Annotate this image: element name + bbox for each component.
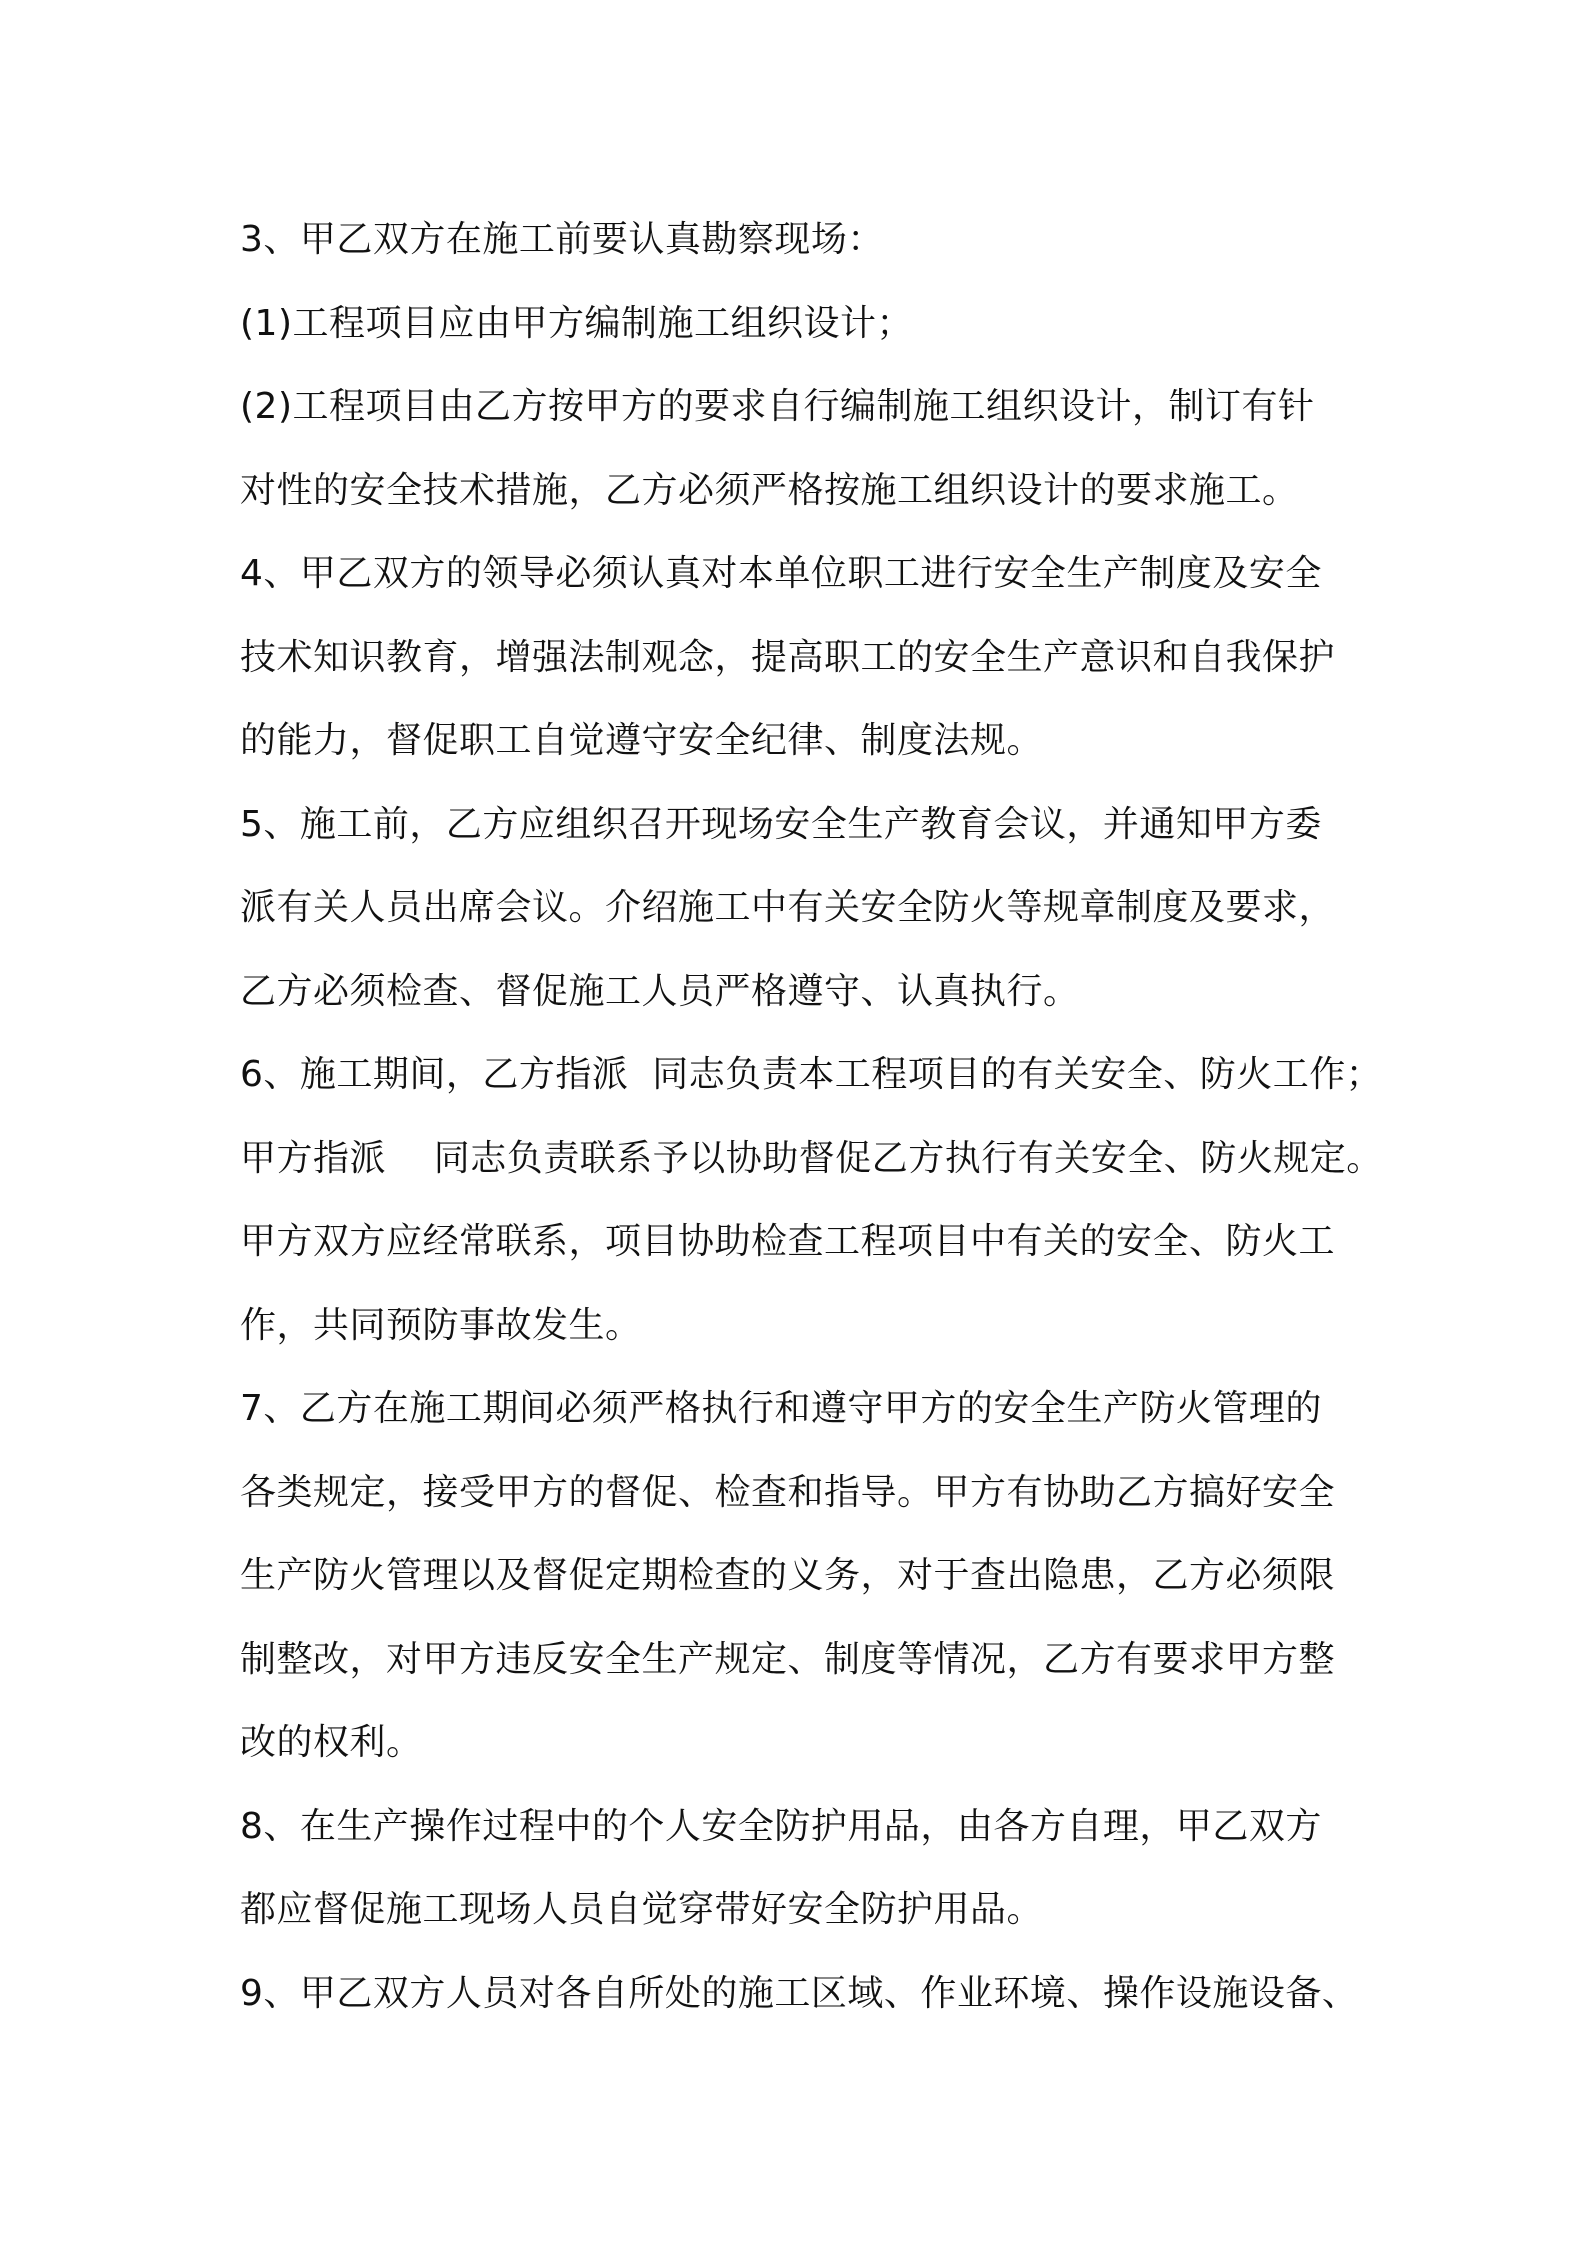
text-line: 甲方双方应经常联系，项目协助检查工程项目中有关的安全、防火工 <box>240 1221 1336 1262</box>
text-line: 9、甲乙双方人员对各自所处的施工区域、作业环境、操作设施设备、 <box>240 1972 1359 2014</box>
text-line: 各类规定，接受甲方的督促、检查和指导。甲方有协助乙方搞好安全 <box>240 1471 1336 1513</box>
text-line: 8、在生产操作过程中的个人安全防护用品，由各方自理，甲乙双方 <box>240 1805 1322 1847</box>
text-line: 4、甲乙双方的领导必须认真对本单位职工进行安全生产制度及安全 <box>240 553 1322 594</box>
text-line: 3、甲乙双方在施工前要认真勘察现场： <box>240 219 884 260</box>
text-line: 7、乙方在施工期间必须严格执行和遵守甲方的安全生产防火管理的 <box>240 1388 1322 1429</box>
text-line: 甲方指派 同志负责联系予以协助督促乙方执行有关安全、防火规定。 <box>240 1137 1383 1179</box>
text-line: 6、施工期间，乙方指派 同志负责本工程项目的有关安全、防火工作； <box>240 1054 1383 1095</box>
text-line: 乙方必须检查、督促施工人员严格遵守、认真执行。 <box>240 970 1080 1012</box>
text-line: 对性的安全技术措施，乙方必须严格按施工组织设计的要求施工。 <box>240 469 1299 511</box>
text-line: 的能力，督促职工自觉遵守安全纪律、制度法规。 <box>240 720 1044 761</box>
document-body <box>240 198 1383 2035</box>
text-line: 5、施工前，乙方应组织召开现场安全生产教育会议，并通知甲方委 <box>240 803 1322 845</box>
text-line: 派有关人员出席会议。介绍施工中有关安全防火等规章制度及要求， <box>240 887 1336 928</box>
text-line: (2)工程项目由乙方按甲方的要求自行编制施工组织设计，制订有针 <box>240 386 1315 427</box>
text-line: 改的权利。 <box>240 1722 423 1763</box>
text-line: (1)工程项目应由甲方编制施工组织设计； <box>240 302 913 344</box>
text-line: 作，共同预防事故发生。 <box>240 1304 642 1346</box>
text-line: 技术知识教育，增强法制观念，提高职工的安全生产意识和自我保护 <box>240 636 1336 678</box>
text-line: 生产防火管理以及督促定期检查的义务，对于查出隐患，乙方必须限 <box>240 1555 1336 1596</box>
text-line: 制整改，对甲方违反安全生产规定、制度等情况，乙方有要求甲方整 <box>240 1638 1336 1680</box>
text-line: 都应督促施工现场人员自觉穿带好安全防护用品。 <box>240 1889 1044 1930</box>
